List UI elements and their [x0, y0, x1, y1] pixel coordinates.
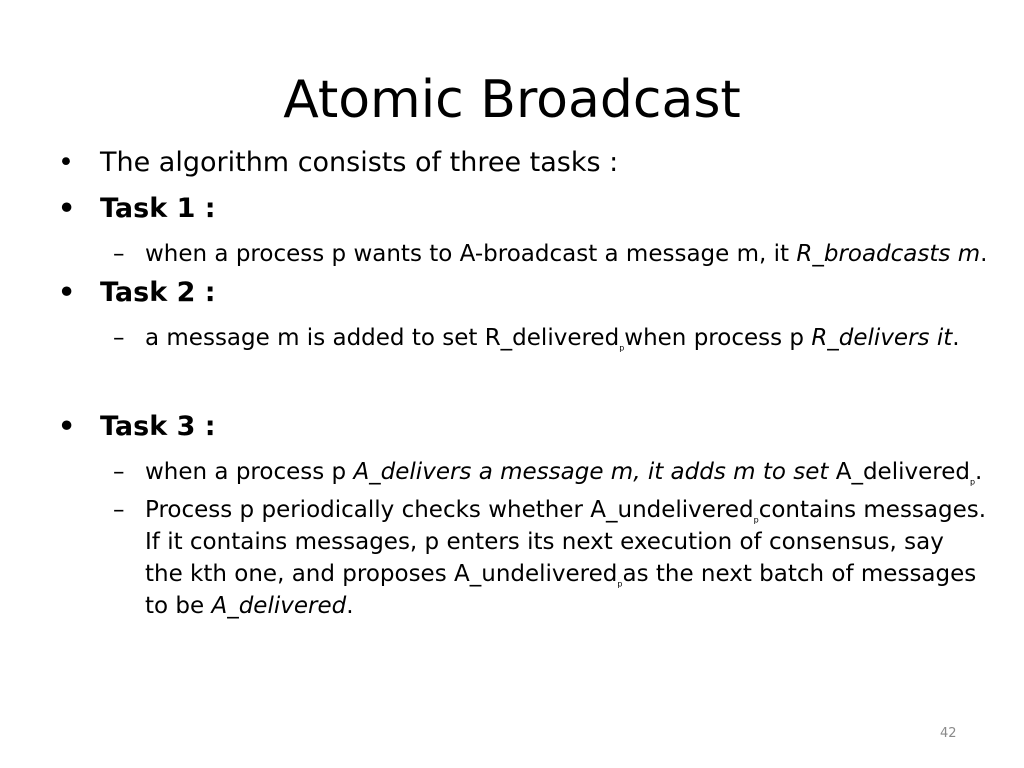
task2-text-d: .	[952, 325, 960, 351]
spacer	[58, 360, 988, 410]
task1-text-a: when a process p wants to A-broadcast a message m, it	[145, 241, 790, 267]
task2-text-c: R_delivers it	[811, 325, 953, 351]
dash-icon: –	[113, 241, 125, 267]
dash-icon: –	[113, 497, 125, 523]
dash-icon: –	[113, 459, 125, 485]
task2-subscript: p	[619, 343, 625, 353]
task3-2-text-c: as the next batch of messages to be	[145, 561, 977, 619]
task3-1-text-c: A_delivered	[835, 459, 970, 485]
slide-title: Atomic Broadcast	[283, 70, 741, 130]
task2-text-b: when process p	[624, 325, 812, 351]
bullet-task1	[58, 192, 988, 226]
bullet-icon: •	[58, 411, 76, 442]
bullet-text: Task 2 :	[100, 277, 216, 308]
task1-detail	[58, 238, 988, 270]
dash-icon: –	[113, 325, 125, 351]
bullet-icon: •	[58, 147, 74, 178]
task3-2-text-a: Process p periodically checks whether A_undelivered	[145, 497, 754, 523]
task3-1-text-d: .	[975, 459, 983, 485]
task3-detail-2	[58, 494, 988, 622]
task3-2-subscript-2: p	[617, 579, 623, 589]
bullet-task3	[58, 410, 988, 444]
bullet-intro	[58, 146, 988, 180]
bullet-task2	[58, 276, 988, 310]
task3-2-text-b: contains messages. If it contains messages, p enters its next execution of consensus, say the kth one, and proposes A_undelivered	[145, 497, 987, 587]
page-number: 42	[940, 726, 957, 741]
bullet-icon: •	[58, 193, 76, 224]
task3-1-subscript: p	[969, 477, 976, 487]
bullet-text: The algorithm consists of three tasks :	[100, 147, 619, 178]
task2-detail	[58, 322, 988, 354]
task3-2-subscript-1: p	[753, 515, 759, 525]
bullet-text: Task 1 :	[100, 193, 216, 224]
task3-2-text-e: .	[346, 593, 354, 619]
bullet-text: Task 3 :	[100, 411, 216, 442]
task2-text-a: a message m is added to set R_delivered	[145, 325, 620, 351]
task1-text-c: .	[980, 241, 988, 267]
task3-detail-1	[58, 456, 988, 488]
bullet-icon: •	[58, 277, 76, 308]
task3-1-text-b: A_delivers a message m, it adds m to set	[353, 459, 829, 485]
slide-body	[58, 146, 988, 628]
task3-2-text-d: A_delivered	[211, 593, 347, 619]
task1-text-b: R_broadcasts m	[796, 241, 981, 267]
task3-1-text-a: when a process p	[145, 459, 354, 485]
